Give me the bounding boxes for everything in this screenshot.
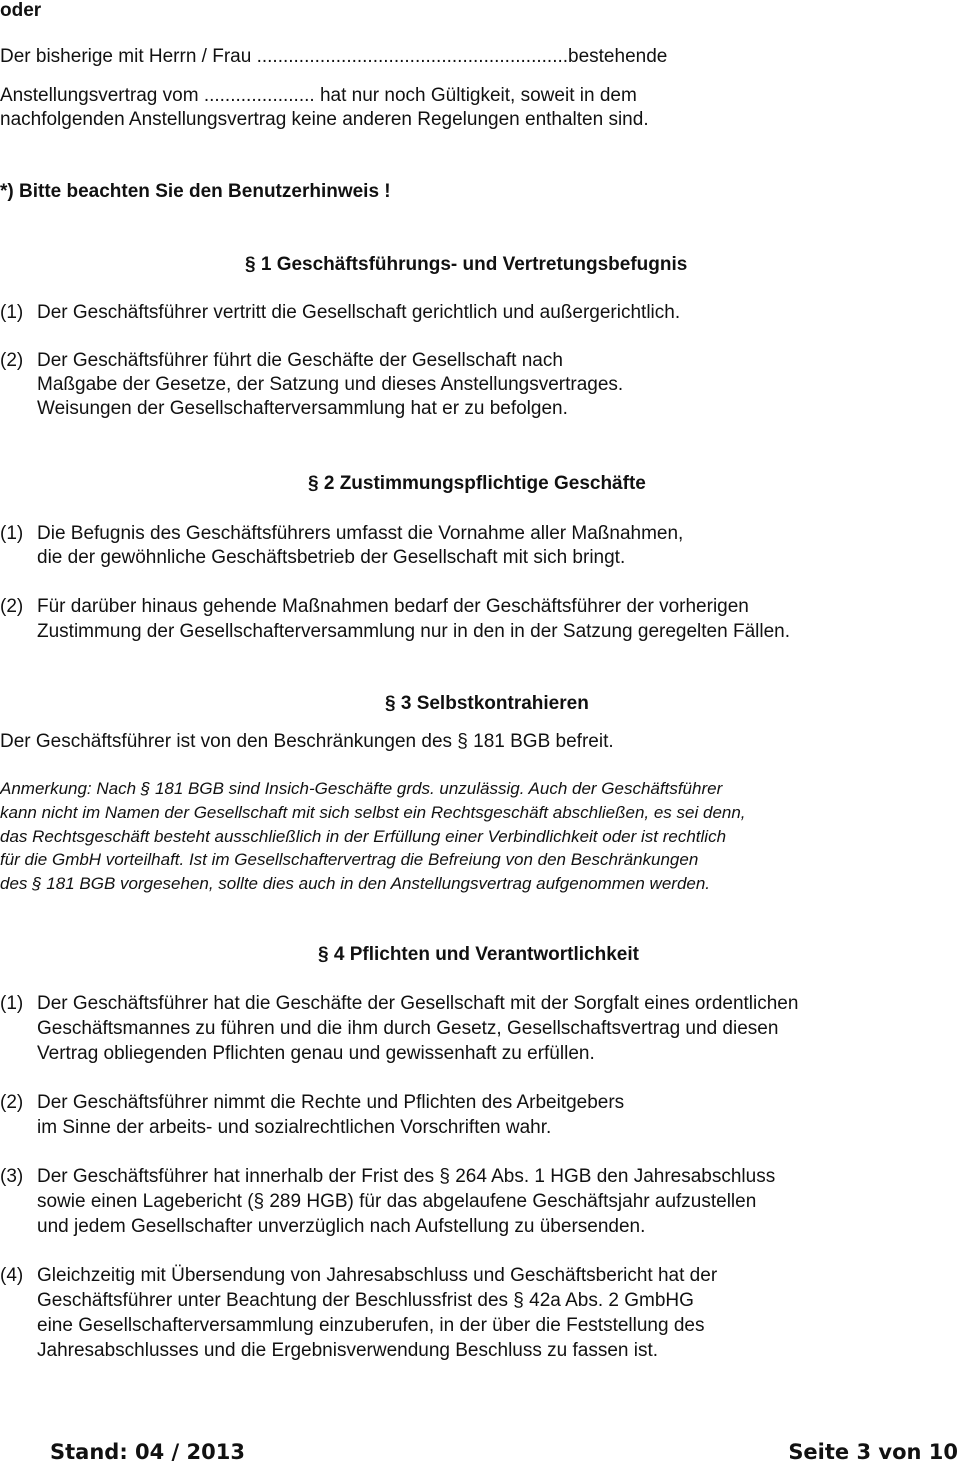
- user-hint: *) Bitte beachten Sie den Benutzerhinweis !: [0, 181, 391, 202]
- para-line: Der Geschäftsführer hat die Geschäfte der Gesellschaft mit der Sorgfalt eines ordentlichen: [37, 993, 799, 1014]
- intro-line: Der bisherige mit Herrn / Frau ...........................................................bestehende: [0, 46, 668, 67]
- intro-line: Anstellungsvertrag vom ..................... hat nur noch Gültigkeit, soweit in dem: [0, 85, 637, 106]
- section-1-title: § 1 Geschäftsführungs- und Vertretungsbefugnis: [245, 254, 688, 275]
- para-line: Geschäftsführer unter Beachtung der Beschlussfrist des § 42a Abs. 2 GmbHG: [37, 1290, 694, 1311]
- para-line: Der Geschäftsführer vertritt die Gesellschaft gerichtlich und außergerichtlich.: [37, 302, 681, 323]
- oder-label: oder: [0, 0, 42, 21]
- para-line: sowie einen Lagebericht (§ 289 HGB) für das abgelaufene Geschäftsjahr aufzustellen: [37, 1191, 757, 1212]
- footer-stand: Stand: 04 / 2013: [50, 1440, 245, 1464]
- section-3-title: § 3 Selbstkontrahieren: [385, 693, 589, 714]
- para-line: Weisungen der Gesellschafterversammlung hat er zu befolgen.: [37, 398, 568, 419]
- para-line: Der Geschäftsführer nimmt die Rechte und Pflichten des Arbeitgebers: [37, 1092, 625, 1113]
- para-line: Zustimmung der Gesellschafterversammlung nur in den in der Satzung geregelten Fällen.: [37, 621, 790, 642]
- para-line: Der Geschäftsführer führt die Geschäfte der Gesellschaft nach: [37, 350, 563, 371]
- para-line: Jahresabschlusses und die Ergebnisverwendung Beschluss zu fassen ist.: [37, 1340, 659, 1361]
- para-line: Gleichzeitig mit Übersendung von Jahresabschluss und Geschäftsbericht hat der: [37, 1265, 718, 1286]
- para-num: (1): [0, 523, 24, 544]
- note-line: des § 181 BGB vorgesehen, sollte dies auch in den Anstellungsvertrag aufgenommen werden.: [0, 874, 711, 893]
- para-line: die der gewöhnliche Geschäftsbetrieb der Gesellschaft mit sich bringt.: [37, 547, 626, 568]
- para-num: (2): [0, 596, 24, 617]
- section-2-title: § 2 Zustimmungspflichtige Geschäfte: [308, 473, 646, 494]
- para-line: Der Geschäftsführer hat innerhalb der Frist des § 264 Abs. 1 HGB den Jahresabschluss: [37, 1166, 776, 1187]
- note-line: für die GmbH vorteilhaft. Ist im Gesellschaftervertrag die Befreiung von den Beschränkungen: [0, 850, 699, 869]
- note-line: kann nicht im Namen der Gesellschaft mit sich selbst ein Rechtsgeschäft abschließen, es sei denn,: [0, 803, 746, 822]
- para-num: (2): [0, 1092, 24, 1113]
- note-line: Anmerkung: Nach § 181 BGB sind Insich-Geschäfte grds. unzulässig. Auch der Geschäftsführer: [0, 779, 723, 798]
- para-line: und jedem Gesellschafter unverzüglich nach Aufstellung zu übersenden.: [37, 1216, 646, 1237]
- section-3-text: Der Geschäftsführer ist von den Beschränkungen des § 181 BGB befreit.: [0, 731, 614, 752]
- para-num: (3): [0, 1166, 24, 1187]
- para-num: (4): [0, 1265, 24, 1286]
- footer-page-number: Seite 3 von 10: [788, 1440, 958, 1464]
- para-num: (1): [0, 993, 24, 1014]
- para-line: Maßgabe der Gesetze, der Satzung und dieses Anstellungsvertrages.: [37, 374, 624, 395]
- para-num: (1): [0, 302, 24, 323]
- para-line: Geschäftsmannes zu führen und die ihm durch Gesetz, Gesellschaftsvertrag und diesen: [37, 1018, 779, 1039]
- section-4-title: § 4 Pflichten und Verantwortlichkeit: [318, 944, 639, 965]
- para-line: Für darüber hinaus gehende Maßnahmen bedarf der Geschäftsführer der vorherigen: [37, 596, 749, 617]
- para-line: eine Gesellschafterversammlung einzuberufen, in der über die Feststellung des: [37, 1315, 705, 1336]
- intro-line: nachfolgenden Anstellungsvertrag keine anderen Regelungen enthalten sind.: [0, 109, 649, 130]
- note-line: das Rechtsgeschäft besteht ausschließlich in der Erfüllung einer Verbindlichkeit oder ist rechtlich: [0, 827, 727, 846]
- para-line: Die Befugnis des Geschäftsführers umfasst die Vornahme aller Maßnahmen,: [37, 523, 684, 544]
- para-line: im Sinne der arbeits- und sozialrechtlichen Vorschriften wahr.: [37, 1117, 552, 1138]
- para-num: (2): [0, 350, 24, 371]
- para-line: Vertrag obliegenden Pflichten genau und gewissenhaft zu erfüllen.: [37, 1043, 595, 1064]
